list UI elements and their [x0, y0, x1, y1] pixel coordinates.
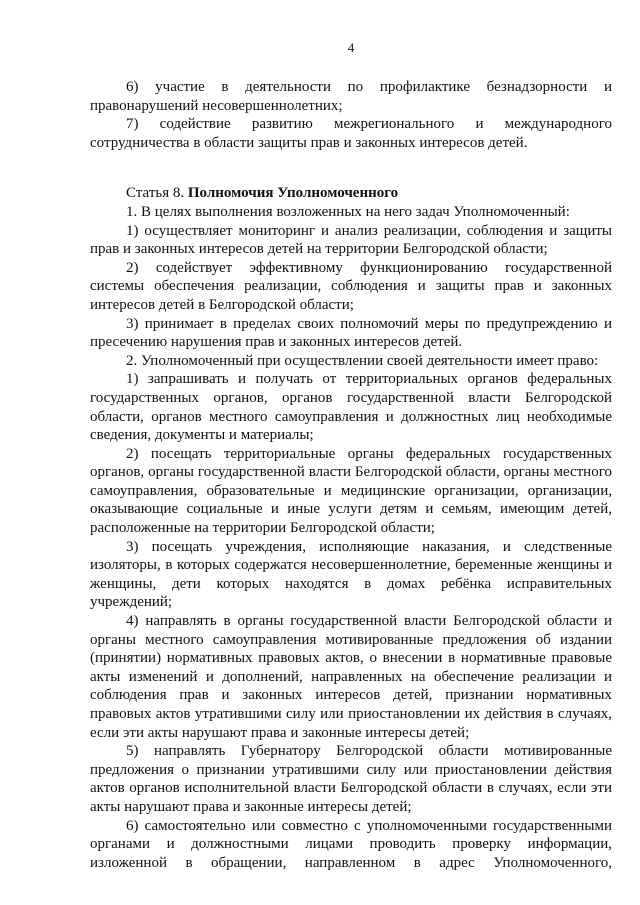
- list-item-7: 7) содействие развитию межрегионального и международного сотрудничества в области защиты прав и законных интересов детей.: [90, 116, 612, 151]
- paragraph-2-item-2: 2) посещать территориальные органы федеральных государственных органов, органы государственной власти Белгородской области, органы местного самоуправления, образовательные и медицинские организации, организации, оказывающие социальные и иные услуги детям и семьям, имеющим детей, расположенные на территории Белгородской области;: [90, 445, 612, 537]
- paragraph-1: 1. В целях выполнения возложенных на него задач Уполномоченный:: [126, 203, 570, 220]
- paragraph-2-item-1: 1) запрашивать и получать от территориальных органов федеральных государственных органов, органов государственной власти Белгородской области, органов местного самоуправления и должностных лиц необходимые сведения, документы и материалы;: [90, 371, 612, 444]
- article-number: Статья 8.: [126, 185, 188, 202]
- article-heading: [90, 184, 612, 203]
- paragraph-1-item-2: 2) содействует эффективному функционированию государственной системы обеспечения реализации, соблюдения и защиты прав и законных интересов детей в Белгородской области;: [90, 259, 612, 313]
- paragraph-1-item-1: 1) осуществляет мониторинг и анализ реализации, соблюдения и защиты прав и законных интересов детей на территории Белгородской области;: [90, 222, 612, 258]
- paragraph-2-item-5: 5) направлять Губернатору Белгородской области мотивированные предложения о признании утратившими силу или приостановлении действия актов органов исполнительной власти Белгородской области в случаях, если эти акты нарушают права и законные интересы детей;: [90, 743, 612, 815]
- article-title: Полномочия Уполномоченного: [187, 185, 399, 202]
- section-gap: [90, 152, 612, 184]
- paragraph-2-item-6: 6) самостоятельно или совместно с уполномоченными государственными органами и должностными лицами проводить проверку информации, изложенной в обращении, направленном в адрес Уполномоченного,: [90, 817, 612, 871]
- list-item-6: 6) участие в деятельности по профилактике безнадзорности и правонарушений несовершеннолетних;: [90, 79, 612, 114]
- paragraph-1-item-3: 3) принимает в пределах своих полномочий меры по предупреждению и пресечению нарушения прав и законных интересов детей.: [90, 315, 612, 351]
- paragraph-2-item-4: 4) направлять в органы государственной власти Белгородской области и органы местного самоуправления мотивированные предложения об издании (принятии) нормативных правовых актов, о внесении в нормативные правовые акты изменений и дополнений, направленных на обеспечение реализации и соблюдения прав и законных интересов детей, признании нормативных правовых актов утратившими силу или приостановлении их действия в случаях, если эти акты нарушают права и законные интересы детей;: [90, 613, 612, 741]
- paragraph-2: 2. Уполномоченный при осуществлении своей деятельности имеет право:: [126, 352, 599, 369]
- page-number: 4: [347, 40, 355, 55]
- paragraph-2-item-3: 3) посещать учреждения, исполняющие наказания, и следственные изоляторы, в которых содержатся несовершеннолетние, беременные женщины и женщины, дети которых находятся в домах ребёнка исправительных учреждений;: [90, 538, 612, 611]
